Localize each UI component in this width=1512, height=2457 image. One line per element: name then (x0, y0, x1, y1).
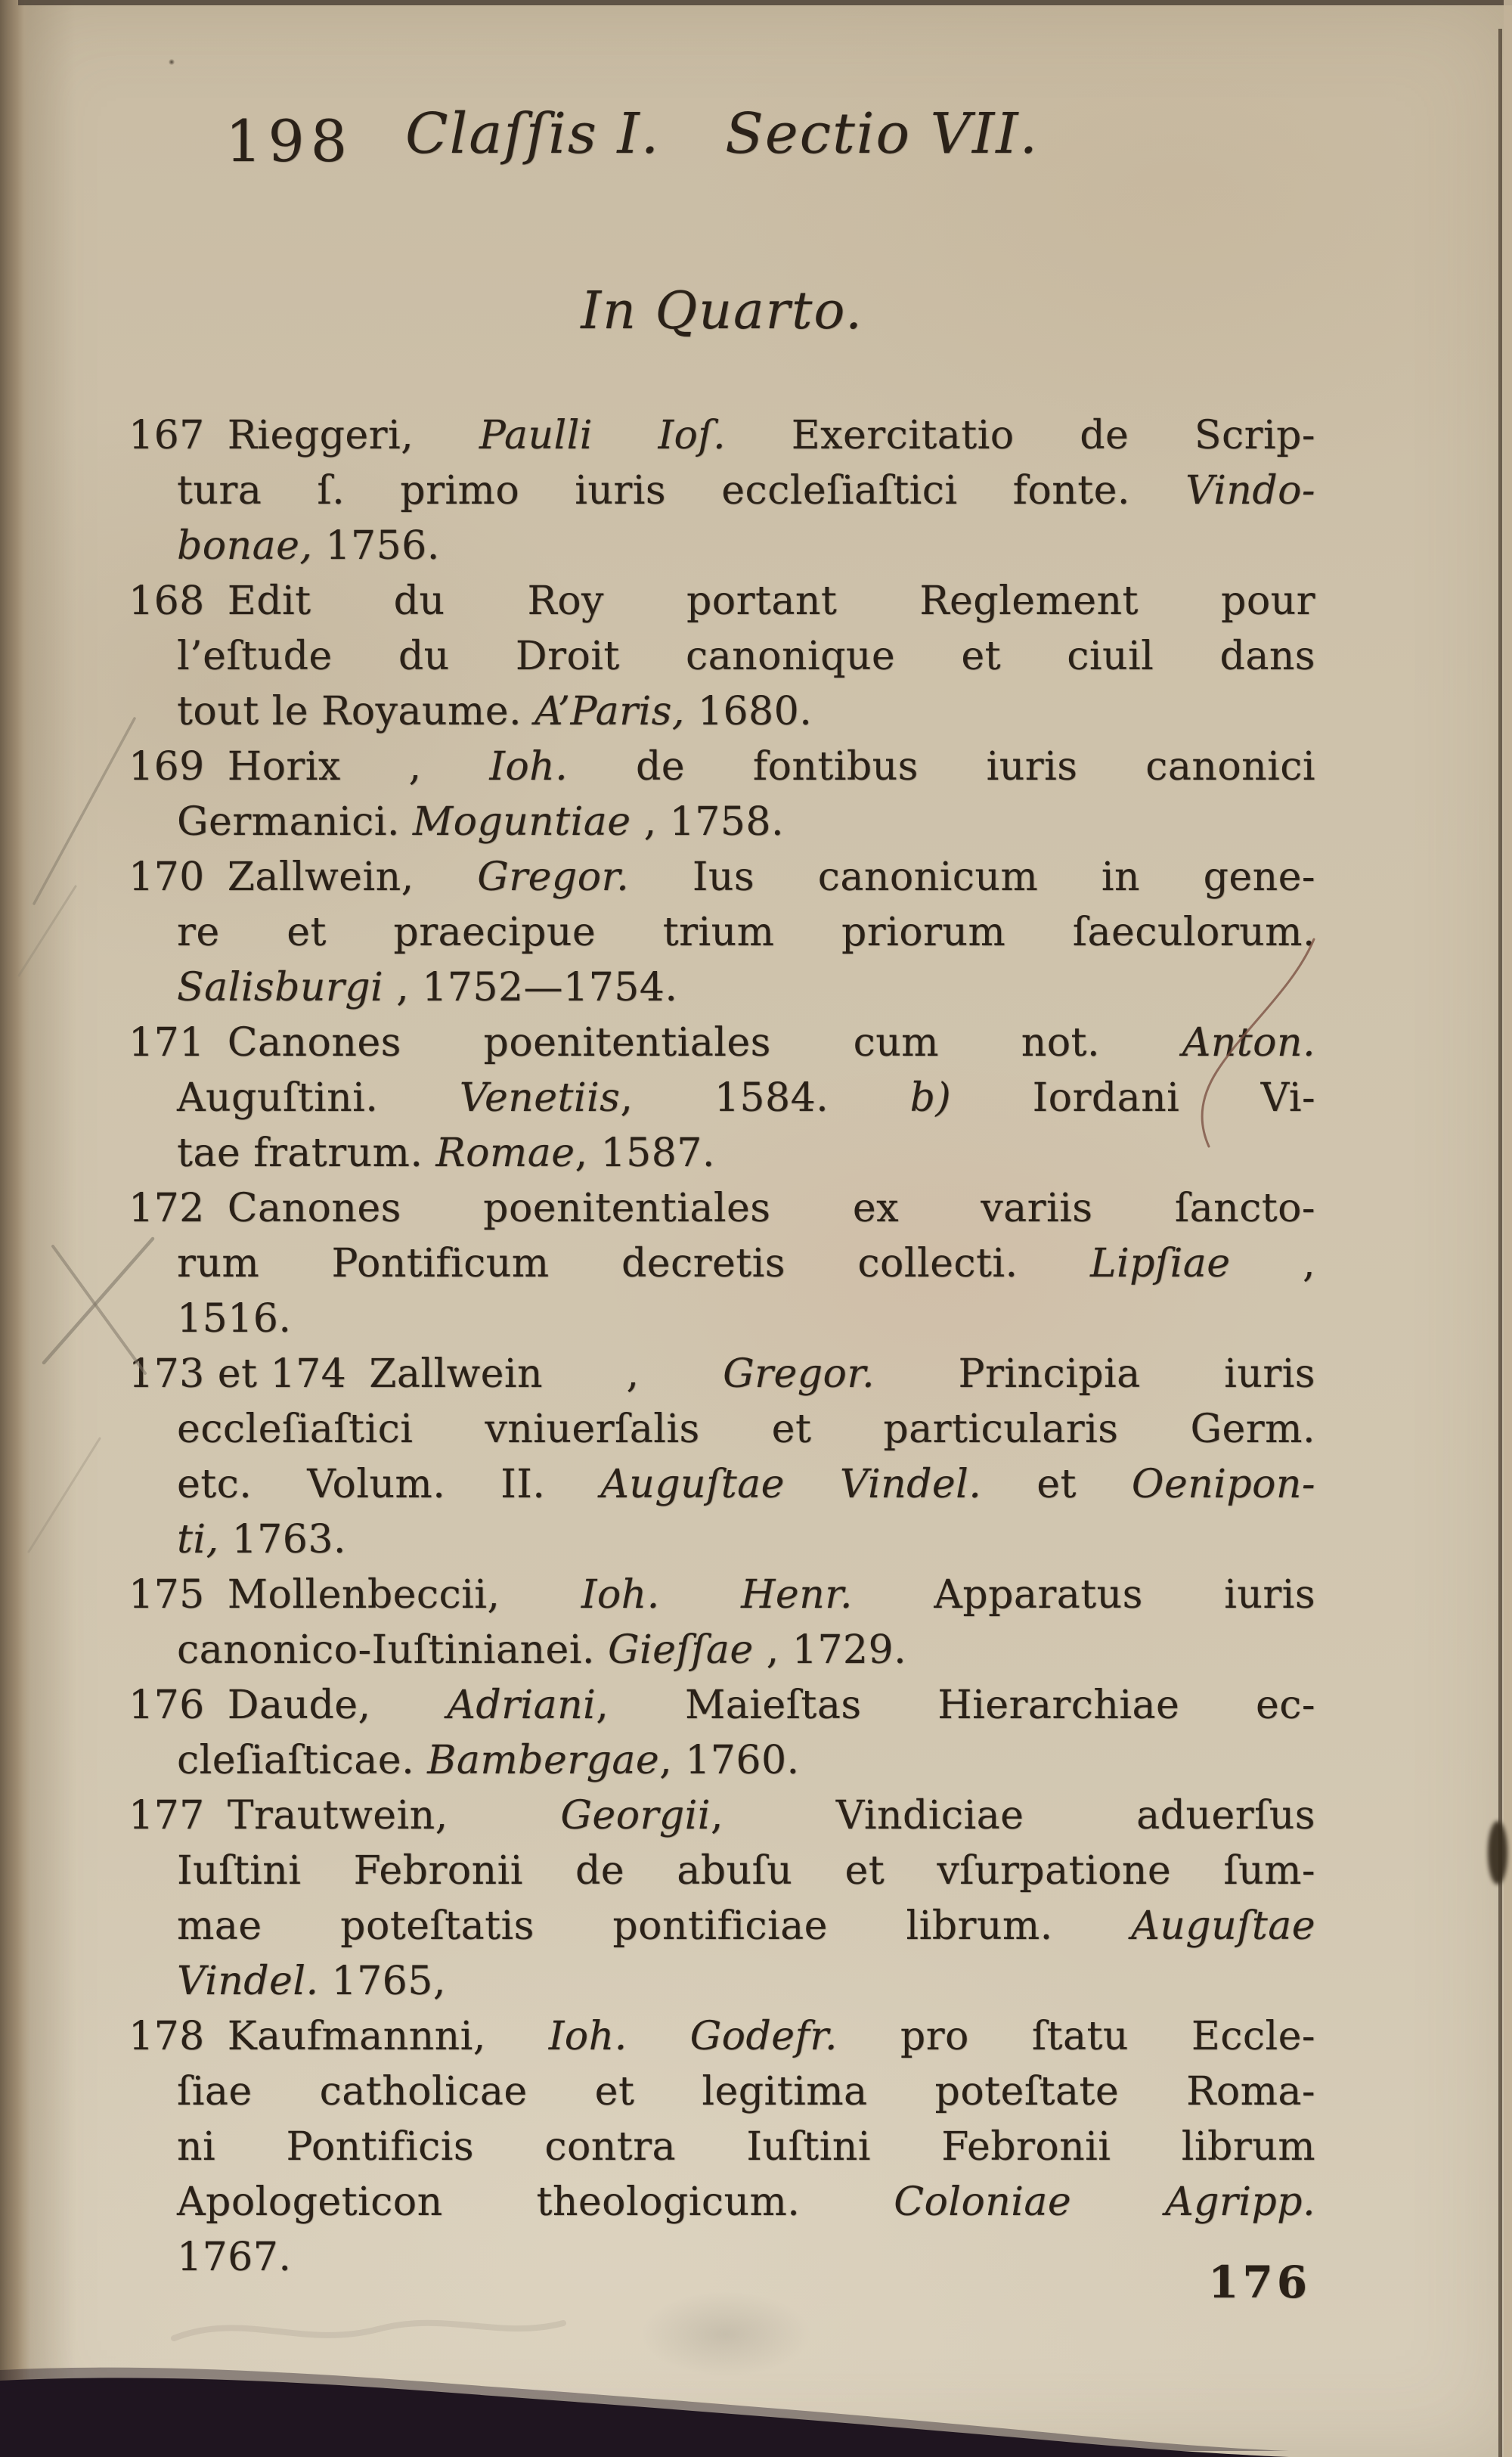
text-segment: 1516. (177, 1296, 292, 1342)
entry-line (129, 1678, 1315, 1733)
text-segment: Kaufmannni, (227, 2014, 549, 2059)
text-segment: Apologeticon theologicum. (177, 2179, 894, 2225)
entry-number: 170 (129, 855, 205, 900)
catalog-entry (129, 1788, 1315, 2009)
catalog-entry (129, 2009, 1315, 2285)
entry-line (177, 629, 1315, 684)
text-segment: Zallwein , (369, 1351, 723, 1397)
text-segment: Georgii (560, 1793, 711, 1838)
page-number: 198 (225, 107, 354, 175)
running-header (129, 101, 1315, 166)
text-segment: ſiae catholicae et legitima poteſtate Roma- (177, 2069, 1315, 2114)
text-segment: 1763. (218, 1517, 346, 1562)
text-segment: Mollenbeccii, (227, 1572, 581, 1618)
text-segment: A’Paris, (534, 689, 685, 734)
text-segment: Rieggeri, (227, 413, 479, 458)
text-segment: Moguntiae (412, 799, 631, 845)
catalog-entry (129, 740, 1315, 850)
text-segment: 1767. (177, 2235, 292, 2280)
entry-line (177, 1126, 1315, 1181)
catalog-entry (129, 574, 1315, 740)
text-segment: , 1760. (659, 1738, 800, 1783)
catalog-entry (129, 1016, 1315, 1181)
text-segment: rum Pontificum decretis collecti. (177, 1241, 1090, 1286)
text-segment: Auguſtae (1131, 1903, 1315, 1949)
text-segment: Coloniae Agripp. (894, 2179, 1315, 2225)
entry-line (129, 1788, 1315, 1844)
entry-line (129, 574, 1315, 629)
entry-line (177, 1512, 1315, 1568)
entry-line (177, 1457, 1315, 1512)
text-segment: Trautwein, (227, 1793, 561, 1838)
entry-number: 169 (129, 744, 205, 790)
entry-line (177, 2120, 1315, 2175)
scan-bottom-shadow (0, 2368, 1289, 2451)
adjacent-page-edge (1504, 0, 1512, 2457)
entry-line (177, 1844, 1315, 1899)
text-segment: tout le Royaume. (177, 689, 535, 734)
catalog-entry (129, 408, 1315, 574)
entry-line (129, 850, 1315, 905)
text-segment: bonae, (177, 523, 313, 569)
text-segment: l’eſtude du Droit canonique et ciuil dans (177, 634, 1315, 679)
entry-line (177, 519, 1315, 574)
text-segment: Edit du Roy portant Reglement pour (227, 579, 1315, 624)
entry-number: 176 (129, 1683, 205, 1728)
text-segment: 1680. (684, 689, 813, 734)
text-segment: Exercitatio de Scrip- (726, 413, 1315, 458)
text-segment: Salisburgi (177, 965, 384, 1010)
entry-line (129, 1347, 1315, 1402)
entry-line (177, 960, 1315, 1016)
text-segment: Venetiis (459, 1075, 621, 1121)
text-segment: ni Pontificis contra Iuſtini Febronii librum (177, 2124, 1315, 2170)
scan-bottom-shadow-core (0, 2378, 1289, 2457)
text-segment: Vindo- (1185, 468, 1315, 513)
entry-number: 168 (129, 579, 205, 624)
text-segment: , 1584. (620, 1075, 910, 1121)
entry-number: 172 (129, 1186, 205, 1231)
catalog-entry (129, 1568, 1315, 1678)
entry-line (129, 1016, 1315, 1071)
text-segment: Lipſiae (1089, 1241, 1231, 1286)
text-segment: Anton. (1182, 1020, 1315, 1066)
entry-number: 175 (129, 1572, 205, 1618)
entry-line (177, 1071, 1315, 1126)
text-segment: Paulli Ioſ. (479, 413, 727, 458)
entry-line (177, 1623, 1315, 1678)
text-segment: , 1729. (753, 1627, 907, 1673)
text-segment: Adriani (447, 1683, 596, 1728)
entry-number: 167 (129, 413, 205, 458)
text-segment: , (1230, 1241, 1315, 1286)
text-segment: pro ſtatu Eccle- (837, 2014, 1315, 2059)
entry-line (177, 795, 1315, 850)
text-segment: Vindel. (177, 1959, 319, 2004)
scan-left-edge (0, 0, 76, 2457)
entry-line (177, 905, 1315, 960)
text-segment: Canones poenitentiales ex variis ſancto- (227, 1186, 1315, 1231)
section-heading: In Quarto. (581, 281, 863, 341)
entry-line (177, 1899, 1315, 1954)
entry-line (129, 740, 1315, 795)
text-segment: tae fratrum. (177, 1131, 436, 1176)
text-segment: Iordani Vi- (951, 1075, 1316, 1121)
text-segment: 1756. (312, 523, 440, 569)
text-segment: 1765, (318, 1959, 446, 2004)
entry-line (129, 1181, 1315, 1236)
entry-number: 173 et 174 (129, 1351, 347, 1397)
catalog-entry (129, 1181, 1315, 1347)
catchword: 176 (1208, 2257, 1312, 2308)
text-segment: Ius canonicum in gene- (629, 855, 1315, 900)
text-segment: Iuſtini Febronii de abuſu et vſurpatione ſum- (177, 1848, 1315, 1894)
text-segment: Canones poenitentiales cum not. (227, 1020, 1182, 1066)
text-segment: Auguſtini. (177, 1075, 460, 1121)
entry-line (177, 464, 1315, 519)
catalog-entry (129, 1678, 1315, 1788)
entry-line (177, 684, 1315, 740)
entry-line (129, 2009, 1315, 2065)
text-segment: Principia iuris (875, 1351, 1315, 1397)
scan-top-edge (18, 0, 1512, 5)
text-segment: re et praecipue trium priorum ſaeculorum. (177, 910, 1315, 955)
text-segment: Ioh. Henr. (581, 1572, 853, 1618)
text-segment: eccleſiaſtici vniuerſalis et particularis Germ. (177, 1407, 1315, 1452)
text-segment: , 1752—1754. (383, 965, 678, 1010)
text-segment: ti, (177, 1517, 219, 1562)
page-gutter-crease (1498, 29, 1502, 2457)
text-segment: , Maieſtas Hierarchiae ec- (596, 1683, 1315, 1728)
entry-line (177, 1402, 1315, 1457)
entry-line (177, 1236, 1315, 1292)
text-segment: Ioh. (489, 744, 569, 790)
catalog-entry (129, 850, 1315, 1016)
catalog-entry (129, 1347, 1315, 1568)
text-segment: b) (909, 1075, 952, 1121)
running-header-sectio: Sectio VII. (725, 101, 1039, 166)
text-segment: Horix , (227, 744, 490, 790)
text-segment: Zallwein, (227, 855, 478, 900)
text-segment: Daude, (227, 1683, 448, 1728)
text-segment: etc. Volum. II. (177, 1462, 601, 1507)
entry-line (177, 1733, 1315, 1788)
entry-line (177, 2230, 1315, 2285)
entry-line (177, 1954, 1315, 2009)
text-segment: Gregor. (477, 855, 630, 900)
text-segment: , 1758. (631, 799, 784, 845)
text-segment: de fontibus iuris canonici (568, 744, 1315, 790)
text-segment: mae poteſtatis pontificiae librum. (177, 1903, 1132, 1949)
text-segment: Ioh. Godefr. (548, 2014, 838, 2059)
text-segment: canonico-Iuſtinianei. (177, 1627, 608, 1673)
entry-line (129, 1568, 1315, 1623)
entry-number: 178 (129, 2014, 205, 2059)
entry-line (177, 1292, 1315, 1347)
text-segment: et (981, 1462, 1132, 1507)
entry-line (129, 408, 1315, 464)
text-segment: Gieſſae (607, 1627, 754, 1673)
text-segment: Auguſtae Vindel. (600, 1462, 982, 1507)
gutter-ink-blot (1488, 1821, 1507, 1885)
text-segment: , Vindiciae aduerſus (710, 1793, 1315, 1838)
text-segment: tura ſ. primo iuris eccleſiaſtici fonte. (177, 468, 1186, 513)
text-segment: , 1587. (575, 1131, 715, 1176)
entry-number: 177 (129, 1793, 205, 1838)
running-header-classis: Claſſis I. (405, 101, 661, 166)
text-segment: Romae (435, 1131, 575, 1176)
entry-number: 171 (129, 1020, 205, 1066)
text-segment: Gregor. (723, 1351, 875, 1397)
pencil-scribble-bottom (174, 2323, 563, 2338)
text-segment: cleſiaſticae. (177, 1738, 428, 1783)
text-segment: Bambergae (427, 1738, 660, 1783)
entry-line (177, 2065, 1315, 2120)
text-segment: Oenipon- (1131, 1462, 1315, 1507)
text-segment: Germanici. (177, 799, 413, 845)
text-segment: Apparatus iuris (852, 1572, 1315, 1618)
entry-line (177, 2175, 1315, 2230)
catalog-entries-list (129, 408, 1315, 2285)
